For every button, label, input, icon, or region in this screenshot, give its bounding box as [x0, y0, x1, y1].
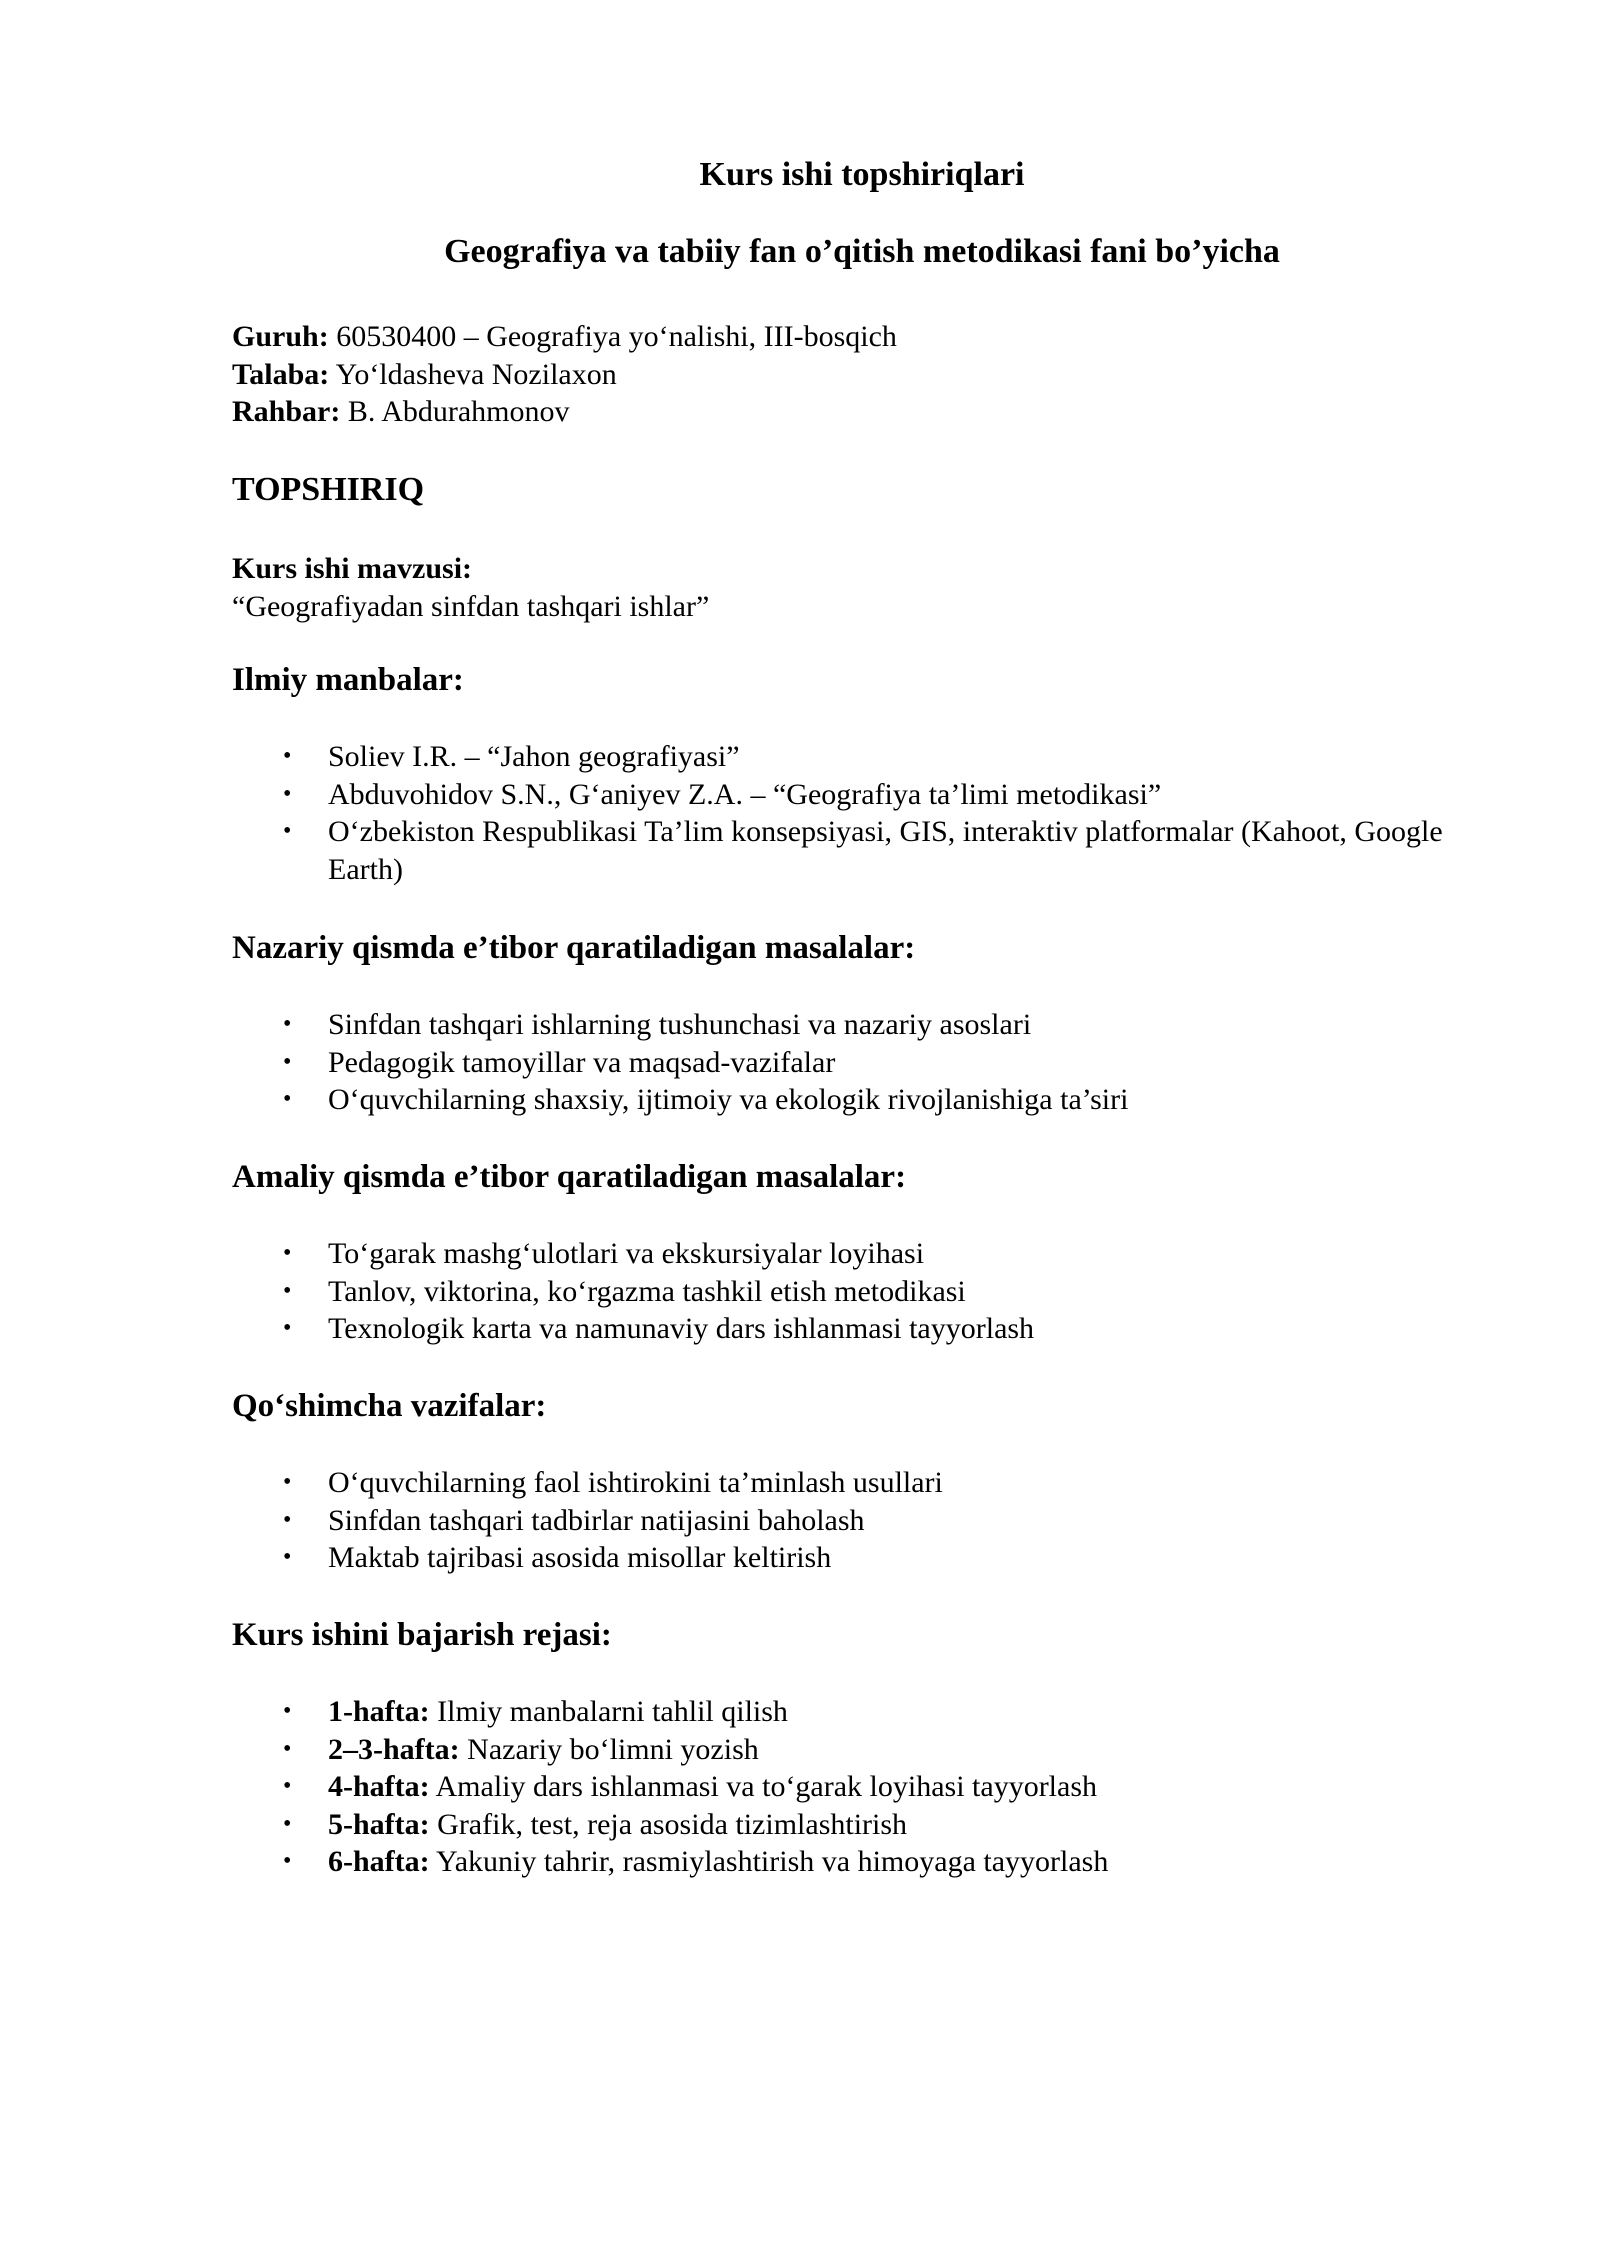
plan-item: • 1-hafta: Ilmiy manbalarni tahlil qilish	[0, 1693, 1500, 1731]
topic-label: Kurs ishi mavzusi:	[232, 552, 473, 585]
list-item: • Pedagogik tamoyillar va maqsad-vazifalar	[0, 1044, 1500, 1082]
list-item: • To‘garak mashg‘ulotlari va ekskursiyalar loyihasi	[0, 1235, 1500, 1273]
plan-week: 2–3-hafta:	[328, 1732, 460, 1766]
plan-heading: Kurs ishini bajarish rejasi:	[232, 1617, 612, 1653]
bullet-icon: •	[283, 1315, 292, 1341]
bullet-icon: •	[283, 1277, 292, 1304]
theory-list	[0, 1006, 1500, 1119]
bullet-icon: •	[283, 1773, 292, 1799]
bullet-icon: •	[283, 1240, 292, 1266]
list-item: • Abduvohidov S.N., G‘aniyev Z.A. – “Geografiya ta’limi metodikasi”	[0, 776, 1500, 814]
list-item: • Tanlov, viktorina, ko‘rgazma tashkil etish metodikasi	[0, 1273, 1500, 1311]
bullet-icon: •	[283, 1735, 292, 1762]
list-item: • Sinfdan tashqari ishlarning tushunchasi va nazariy asoslari	[0, 1006, 1500, 1044]
list-item: • Maktab tajribasi asosida misollar keltirish	[0, 1539, 1500, 1577]
plan-week: 4-hafta:	[328, 1770, 430, 1803]
plan-week: 6-hafta:	[328, 1845, 430, 1878]
bullet-icon: •	[283, 1698, 292, 1724]
bullet-icon: •	[283, 1848, 292, 1874]
bullet-icon: •	[283, 1506, 292, 1533]
supervisor-label: Rahbar:	[232, 395, 341, 428]
group-value: 60530400 – Geografiya yo‘nalishi, III-bosqich	[336, 320, 897, 353]
sources-heading: Ilmiy manbalar:	[232, 662, 464, 698]
plan-item: • 5-hafta: Grafik, test, reja asosida tizimlashtirish	[0, 1806, 1500, 1844]
plan-week: 1-hafta:	[328, 1695, 430, 1728]
bullet-icon: •	[283, 743, 292, 769]
student-value: Yo‘ldasheva Nozilaxon	[335, 357, 617, 391]
student-label: Talaba:	[232, 357, 330, 391]
extra-list	[0, 1464, 1500, 1577]
list-item: • Sinfdan tashqari tadbirlar natijasini baholash	[0, 1502, 1500, 1540]
bullet-icon: •	[283, 1086, 292, 1112]
student-line	[232, 356, 897, 394]
list-item: • Soliev I.R. – “Jahon geografiyasi”	[0, 738, 1500, 776]
practice-list	[0, 1235, 1500, 1348]
plan-list	[0, 1693, 1500, 1881]
sources-list	[0, 738, 1500, 888]
plan-item: • 2–3-hafta: Nazariy bo‘limni yozish	[0, 1731, 1500, 1769]
practice-heading: Amaliy qismda e’tibor qaratiladigan masalalar:	[232, 1159, 907, 1195]
plan-item: • 6-hafta: Yakuniy tahrir, rasmiylashtirish va himoyaga tayyorlash	[0, 1843, 1500, 1881]
theory-heading: Nazariy qismda e’tibor qaratiladigan masalalar:	[232, 930, 916, 966]
list-item: • Texnologik karta va namunaviy dars ishlanmasi tayyorlash	[0, 1310, 1500, 1348]
list-item: • O‘quvchilarning shaxsiy, ijtimoiy va ekologik rivojlanishiga ta’siri	[0, 1081, 1500, 1119]
plan-week: 5-hafta:	[328, 1807, 430, 1841]
plan-item: • 4-hafta: Amaliy dars ishlanmasi va to‘garak loyihasi tayyorlash	[0, 1768, 1500, 1806]
bullet-icon: •	[283, 1048, 292, 1075]
bullet-icon: •	[283, 1011, 292, 1037]
list-item: • O‘zbekiston Respublikasi Ta’lim konsepsiyasi, GIS, interaktiv platformalar (Kahoot, Google Earth)	[283, 815, 1443, 886]
task-heading: TOPSHIRIQ	[232, 471, 425, 508]
document-subtitle: Geografiya va tabiiy fan o’qitish metodikasi fani bo’yicha	[444, 233, 1280, 270]
group-line	[232, 318, 897, 356]
topic-block	[232, 550, 709, 625]
bullet-icon: •	[283, 1469, 292, 1495]
supervisor-value: B. Abdurahmonov	[347, 395, 570, 428]
document-title: Kurs ishi topshiriqlari	[699, 156, 1025, 193]
group-label: Guruh:	[232, 320, 329, 353]
bullet-icon: •	[283, 818, 292, 844]
bullet-icon: •	[283, 1810, 292, 1837]
list-item: • O‘quvchilarning faol ishtirokini ta’minlash usullari	[0, 1464, 1500, 1502]
bullet-icon: •	[283, 1544, 292, 1570]
topic-value: “Geografiyadan sinfdan tashqari ishlar”	[232, 589, 710, 623]
bullet-icon: •	[283, 780, 292, 807]
metadata-block	[232, 318, 897, 431]
extra-heading: Qo‘shimcha vazifalar:	[232, 1388, 547, 1424]
supervisor-line	[232, 393, 897, 431]
